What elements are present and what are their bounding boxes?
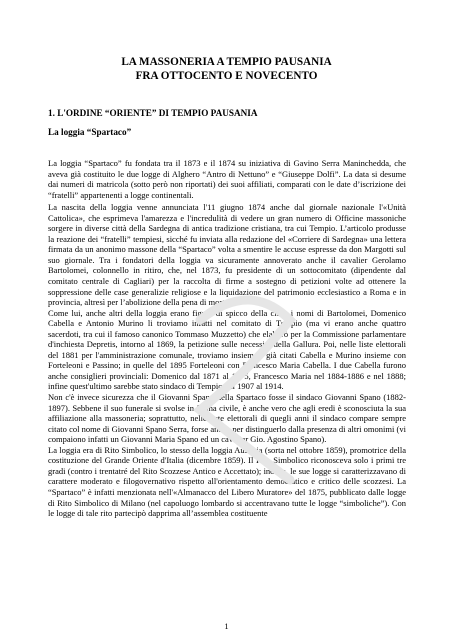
page-title-line-1: LA MASSONERIA A TEMPIO PAUSANIA bbox=[121, 56, 332, 68]
page-title-line-2: FRA OTTOCENTO E NOVECENTO bbox=[135, 70, 318, 82]
body-text bbox=[48, 158, 406, 519]
page-number: 1 bbox=[224, 621, 229, 631]
paragraph-3: Come lui, anche altri della loggia erano figure di spicco della città: i nomi di Bartolomei, Domenico Cabella e Antonio Murino li troviamo infatti nel comitato di Tempio (ma vi erano anche quattro sacerdoti, tra cui il famoso canonico Tommaso Muzzetto) che elaborò per la Commissione parlamentare d'inchiesta Depretis, intorno al 1869, la petizione sulle necessità della Gallura. Poi, nelle liste elettorali del 1881 per l'amministrazione comunale, troviamo insieme i già citati Cabella e Murino insieme con Forteleoni e Passino; in quelle del 1895 Forteleoni con Francesco Maria Cabella. I due Cabella furono anche consiglieri provinciali: Domenico dal 1871 al 1875, Francesco Maria nel 1884-1886 e nel 1888; infine quest'ultimo sarebbe stato sindaco di Tempio dal 1907 al 1914. bbox=[48, 307, 406, 392]
paragraph-1: La loggia “Spartaco” fu fondata tra il 1873 e il 1874 su iniziativa di Gavino Serra Maninchedda, che aveva già costituito le due logge di Alghero “Antro di Nettuno” e “Giuseppe Dolfi”. La data si desume dai numeri di matricola (sotto però non riportati) dei suoi affiliati, comparati con le date d’iscrizione dei “fratelli” appartenenti a logge continentali. bbox=[48, 158, 406, 200]
paragraph-2: La nascita della loggia venne annunciata l'11 giugno 1874 anche dal giornale nazionale l'«Unità Cattolica», che esprimeva l'amarezza e l'incredulità di vedere un gran numero di Officine massoniche sorgere in diverse città della Sardegna di antica tradizione cristiana, tra cui Tempio. L’articolo produsse la reazione dei “fratelli” tempiesi, sicché fu inviata alla redazione del «Corriere di Sardegna» una lettera firmata da un anonimo massone della “Spartaco” volta a smentire le accuse espresse da don Margotti sul suo giornale. Tra i fondatori della loggia va sicuramente annoverato anche il cavalier Gerolamo Bartolomei, colonnello in ritiro, che, nel 1873, fu presidente di un sottocomitato (dipendente dal comitato centrale di Cagliari) per la raccolta di firme a sostegno di petizioni volte ad ottenere la soppressione delle case generalizie religiose e la liquidazione del patrimonio ecclesiastico a Roma e in provincia, altresì per l’abolizione della pena di morte. bbox=[48, 202, 406, 308]
subsection-heading: La loggia “Spartaco” bbox=[48, 127, 132, 137]
paragraph-4: Non c'è invece sicurezza che il Giovanni Spanu della Spartaco fosse il sindaco Giovanni Spano (1882-1897). Sebbene il suo funerale si svolse in forma civile, è anche vero che agli eredi è sconosciuta la sua affiliazione alla massoneria; soprattutto, nelle liste elettorali di quegli anni il sindaco compare sempre citato col nome di Giovanni Spano Serra, forse anche per distinguerlo dalla presenza di altri omonimi (vi compaiono infatti un Giovanni Maria Spano ed un cavalier Gio. Agostino Spano). bbox=[48, 392, 406, 445]
section-heading: 1. L'ORDINE “ORIENTE” DI TEMPIO PAUSANIA bbox=[48, 108, 258, 118]
paragraph-5: La loggia era di Rito Simbolico, lo stesso della loggia Ausonia (sorta nel ottobre 1859), promotrice della costituzione del Grande Oriente d'Italia (dicembre 1859). Il Rito Simbolico riconosceva solo i primi tre gradi (contro i trentatré del Rito Scozzese Antico e Accettato); inoltre, le sue logge si caratterizzavano di carattere moderato e filogovernativo rispetto all'orientamento democratico e critico delle scozzesi. La “Spartaco” è infatti menzionata nell'«Almanacco del Libero Muratore» del 1875, pubblicato dalle logge di Rito Simbolico di Milano (nel capoluogo lombardo si accentravano tutte le logge “simboliche”). Con le logge di tale rito partecipò dapprima all’assemblea costituente bbox=[48, 444, 406, 519]
